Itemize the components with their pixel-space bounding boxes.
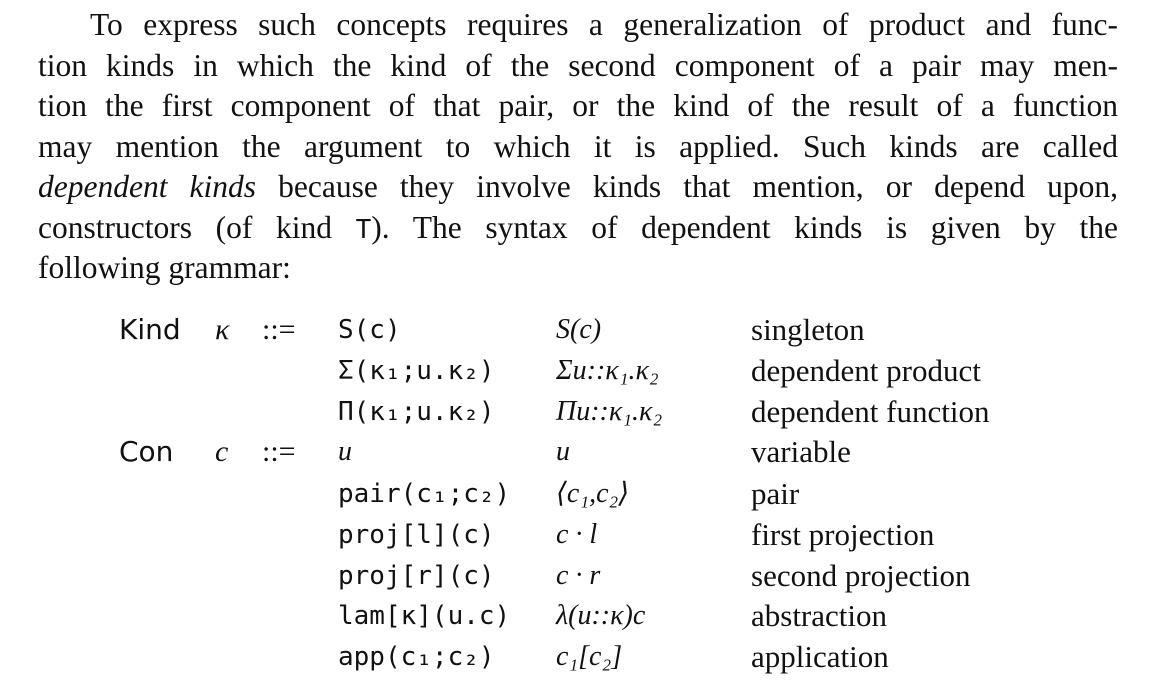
sort-name: Kind — [119, 313, 181, 346]
abstract-syntax: proj[r](c) — [338, 561, 495, 591]
paragraph-line: tion the first component of that pair, or the kind of the result of a function — [38, 88, 1118, 123]
concrete-syntax: c · l — [556, 519, 598, 550]
abstract-syntax: app(c₁;c₂) — [338, 642, 495, 672]
grammar-table — [0, 310, 1150, 680]
abstract-syntax: Π(κ₁;u.κ₂) — [338, 397, 495, 427]
construct-description: variable — [751, 434, 851, 469]
construct-description: singleton — [751, 312, 865, 347]
body-paragraph — [38, 5, 1118, 289]
abstract-syntax: proj[l](c) — [338, 520, 495, 550]
construct-description: dependent function — [751, 394, 990, 429]
construct-description: application — [751, 639, 889, 674]
paragraph-line: may mention the argument to which it is applied. Such kinds are called — [38, 128, 1118, 164]
definition-operator: ::= — [262, 313, 296, 346]
construct-description: first projection — [751, 517, 935, 552]
construct-description: pair — [751, 476, 800, 511]
concrete-syntax: Πu::κ₁.κ₂ — [556, 396, 663, 427]
concrete-syntax: c · r — [556, 560, 601, 591]
concrete-syntax: S(c) — [556, 314, 602, 345]
concrete-syntax: Σu::κ₁.κ₂ — [556, 355, 659, 386]
definition-operator: ::= — [262, 435, 296, 468]
concrete-syntax: u — [556, 436, 570, 467]
abstract-syntax: lam[κ](u.c) — [338, 601, 511, 631]
abstract-syntax: pair(c₁;c₂) — [338, 479, 511, 509]
paragraph-text: constructors (of kind — [38, 209, 356, 245]
paragraph-line — [38, 208, 1118, 249]
paragraph-line: To express such concepts requires a generalization of product and func- — [90, 7, 1118, 42]
concrete-syntax: c₁[c₂] — [556, 641, 623, 672]
paragraph-line: following grammar: — [38, 250, 291, 285]
abstract-syntax: S(c) — [338, 315, 401, 345]
concrete-syntax: ⟨c₁,c₂⟩ — [556, 478, 630, 509]
concrete-syntax: λ(u::κ)c — [556, 600, 646, 631]
paragraph-line: tion kinds in which the kind of the second component of a pair may men- — [38, 47, 1118, 83]
construct-description: abstraction — [751, 598, 888, 633]
paragraph-text: because they involve kinds that mention, or depend upon, — [256, 169, 1119, 204]
abstract-syntax: Σ(κ₁;u.κ₂) — [338, 356, 495, 386]
metavariable: c — [215, 435, 229, 468]
paragraph-text: ). The syntax of dependent kinds is given by the — [371, 209, 1118, 245]
emphasized-term: dependent kinds — [38, 169, 257, 204]
paragraph-line — [38, 167, 1118, 208]
construct-description: dependent product — [751, 353, 981, 388]
inline-code: T — [355, 214, 372, 245]
construct-description: second projection — [751, 558, 971, 593]
sort-name: Con — [119, 435, 174, 468]
metavariable: κ — [215, 313, 230, 346]
abstract-syntax: u — [338, 436, 352, 467]
